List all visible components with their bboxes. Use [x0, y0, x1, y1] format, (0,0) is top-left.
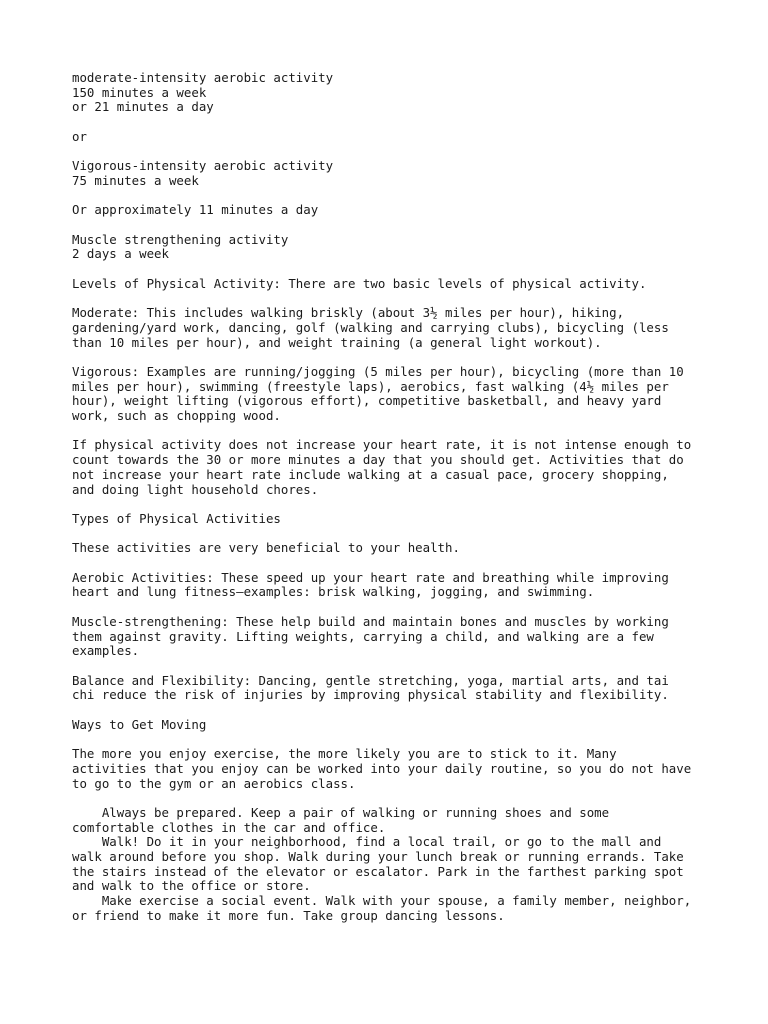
vigorous-level-paragraph: Vigorous: Examples are running/jogging (5 miles per hour), bicycling (more than 10 miles per hour), swimming (freestyle laps), aerobics, fast walking (4½ miles per hour), weight lifting (vigorous effort), competitive basketball, and heavy yard work, such as chopping wood. [72, 363, 684, 424]
tip-social-event: Make exercise a social event. Walk with your spouse, a family member, neighbor, or friend to make it more fun. Take group dancing lessons. [72, 893, 692, 923]
approximate-daily-minutes: Or approximately 11 minutes a day [72, 202, 319, 218]
levels-intro-paragraph: Levels of Physical Activity: There are two basic levels of physical activity. [72, 275, 647, 291]
heart-rate-paragraph: If physical activity does not increase your heart rate, it is not intense enough to count towards the 30 or more minutes a day that you should get. Activities that do not increase your heart rate include walking at a casual pace, grocery shopping, and doing light household chores. [72, 437, 692, 497]
moderate-level-paragraph: Moderate: This includes walking briskly (about 3½ miles per hour), hiking, gardening/yard work, dancing, golf (walking and carrying clubs), bicycling (less than 10 miles per hour), and weight training (a general light workout). [72, 305, 669, 350]
muscle-strengthening-recommendation: Muscle strengthening activity 2 days a week [72, 231, 289, 262]
ways-intro-paragraph: The more you enjoy exercise, the more likely you are to stick to it. Many activities that you enjoy can be worked into your daily routine, so you do not have to go to the gym or an aerobics class. [72, 746, 692, 791]
muscle-strengthening-paragraph: Muscle-strengthening: These help build and maintain bones and muscles by working them against gravity. Lifting weights, carrying a child, and walking are a few examples. [72, 613, 669, 659]
tips-list [72, 806, 732, 924]
ways-heading: Ways to Get Moving [72, 716, 207, 732]
or-separator: or [72, 128, 87, 144]
moderate-activity-recommendation: moderate-intensity aerobic activity 150 minutes a week or 21 minutes a day [72, 70, 334, 115]
vigorous-activity-recommendation: Vigorous-intensity aerobic activity 75 minutes a week [72, 158, 334, 188]
types-intro-paragraph: These activities are very beneficial to your health. [72, 540, 460, 556]
balance-flexibility-paragraph: Balance and Flexibility: Dancing, gentle stretching, yoga, martial arts, and tai chi reduce the risk of injuries by improving physical stability and flexibility. [72, 672, 669, 703]
tip-walk: Walk! Do it in your neighborhood, find a local trail, or go to the mall and walk around before you shop. Walk during your lunch break or running errands. Take the stairs instead of the elevator or escalator. Park in the farthest parking spot and walk to the office or store. [72, 834, 684, 894]
tip-be-prepared: Always be prepared. Keep a pair of walking or running shoes and some comfortable clothes in the car and office. [72, 804, 610, 835]
types-heading: Types of Physical Activities [72, 510, 281, 526]
document-page [72, 71, 732, 924]
aerobic-activities-paragraph: Aerobic Activities: These speed up your heart rate and breathing while improving heart and lung fitness—examples: brisk walking, jogging, and swimming. [72, 569, 669, 600]
